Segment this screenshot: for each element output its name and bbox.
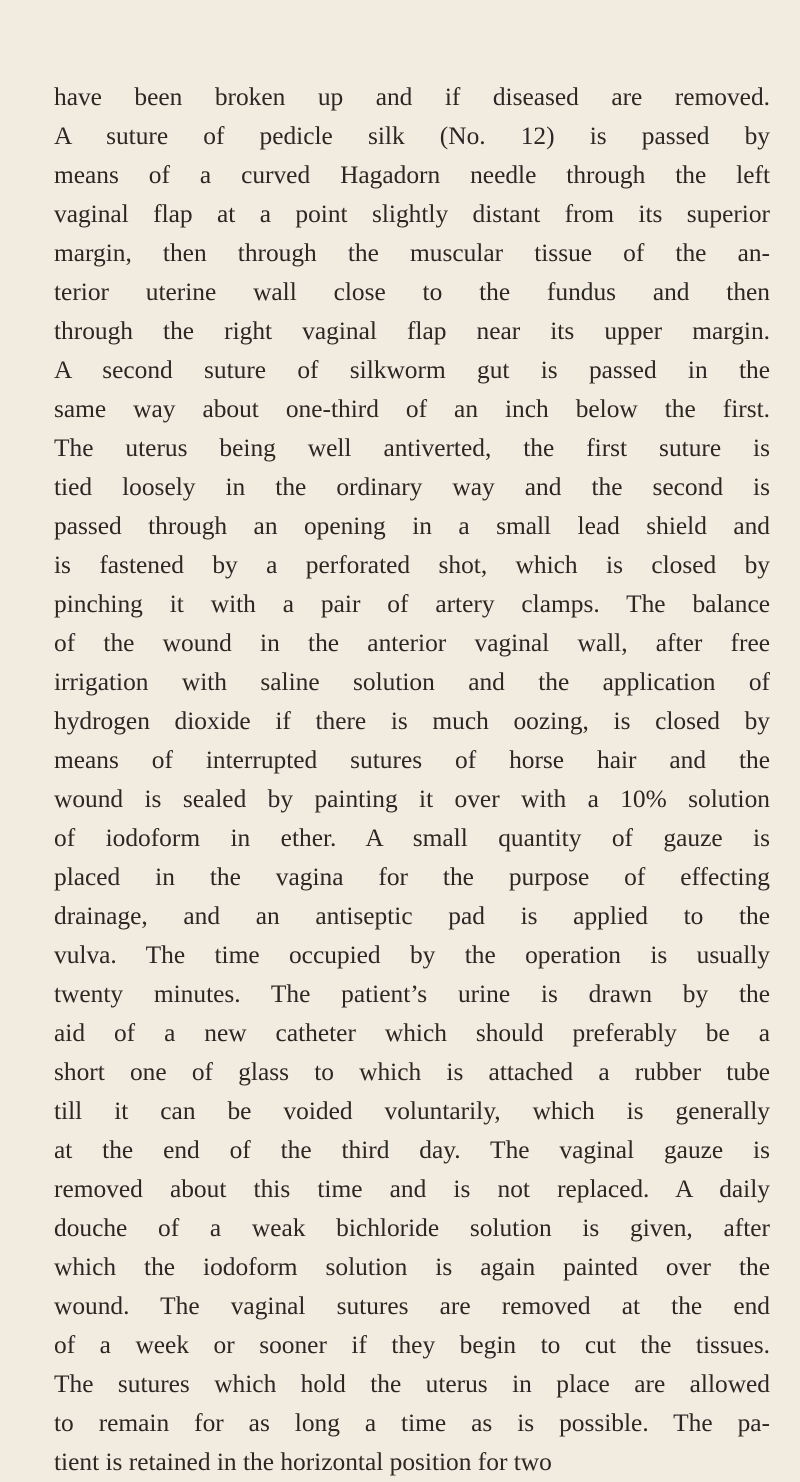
text-line: to remain for as long a time as is possible. The pa- <box>54 1409 770 1437</box>
text-line: terior uterine wall close to the fundus and then <box>54 278 770 306</box>
text-line: is fastened by a perforated shot, which is closed by <box>54 551 770 579</box>
text-line: means of interrupted sutures of horse hair and the <box>54 746 770 774</box>
text-line: tient is retained in the horizontal position for two <box>54 1448 552 1476</box>
body-text <box>54 78 770 1482</box>
text-line: pinching it with a pair of artery clamps. The balance <box>54 590 770 618</box>
text-line: tied loosely in the ordinary way and the second is <box>54 473 770 501</box>
text-line: same way about one-third of an inch below the first. <box>54 395 770 423</box>
text-line: wound. The vaginal sutures are removed at the end <box>54 1292 770 1320</box>
text-line: douche of a weak bichloride solution is given, after <box>54 1214 770 1242</box>
text-line: aid of a new catheter which should preferably be a <box>54 1019 770 1047</box>
text-line: vaginal flap at a point slightly distant from its superior <box>54 200 770 228</box>
text-line: vulva. The time occupied by the operation is usually <box>54 941 770 969</box>
text-line: irrigation with saline solution and the application of <box>54 668 770 696</box>
text-line: means of a curved Hagadorn needle through the left <box>54 161 770 189</box>
text-line: The sutures which hold the uterus in place are allowed <box>54 1370 770 1398</box>
text-line: drainage, and an antiseptic pad is applied to the <box>54 902 770 930</box>
text-line: through the right vaginal flap near its upper margin. <box>54 317 770 345</box>
text-line: which the iodoform solution is again painted over the <box>54 1253 770 1281</box>
text-line: The uterus being well antiverted, the first suture is <box>54 434 770 462</box>
text-line: A suture of pedicle silk (No. 12) is passed by <box>54 122 770 150</box>
text-line: twenty minutes. The patient’s urine is drawn by the <box>54 980 770 1008</box>
text-line: margin, then through the muscular tissue of the an- <box>54 239 770 267</box>
text-line: wound is sealed by painting it over with a 10% solution <box>54 785 770 813</box>
text-line: hydrogen dioxide if there is much oozing, is closed by <box>54 707 770 735</box>
text-line: of a week or sooner if they begin to cut the tissues. <box>54 1331 770 1359</box>
text-line: short one of glass to which is attached a rubber tube <box>54 1058 770 1086</box>
text-line: have been broken up and if diseased are removed. <box>54 83 770 111</box>
text-line: passed through an opening in a small lead shield and <box>54 512 770 540</box>
text-line: at the end of the third day. The vaginal gauze is <box>54 1136 770 1164</box>
text-line: A second suture of silkworm gut is passed in the <box>54 356 770 384</box>
text-line: removed about this time and is not replaced. A daily <box>54 1175 770 1203</box>
text-line: till it can be voided voluntarily, which is generally <box>54 1097 770 1125</box>
text-line: of the wound in the anterior vaginal wall, after free <box>54 629 770 657</box>
text-line: placed in the vagina for the purpose of effecting <box>54 863 770 891</box>
text-line: of iodoform in ether. A small quantity of gauze is <box>54 824 770 852</box>
